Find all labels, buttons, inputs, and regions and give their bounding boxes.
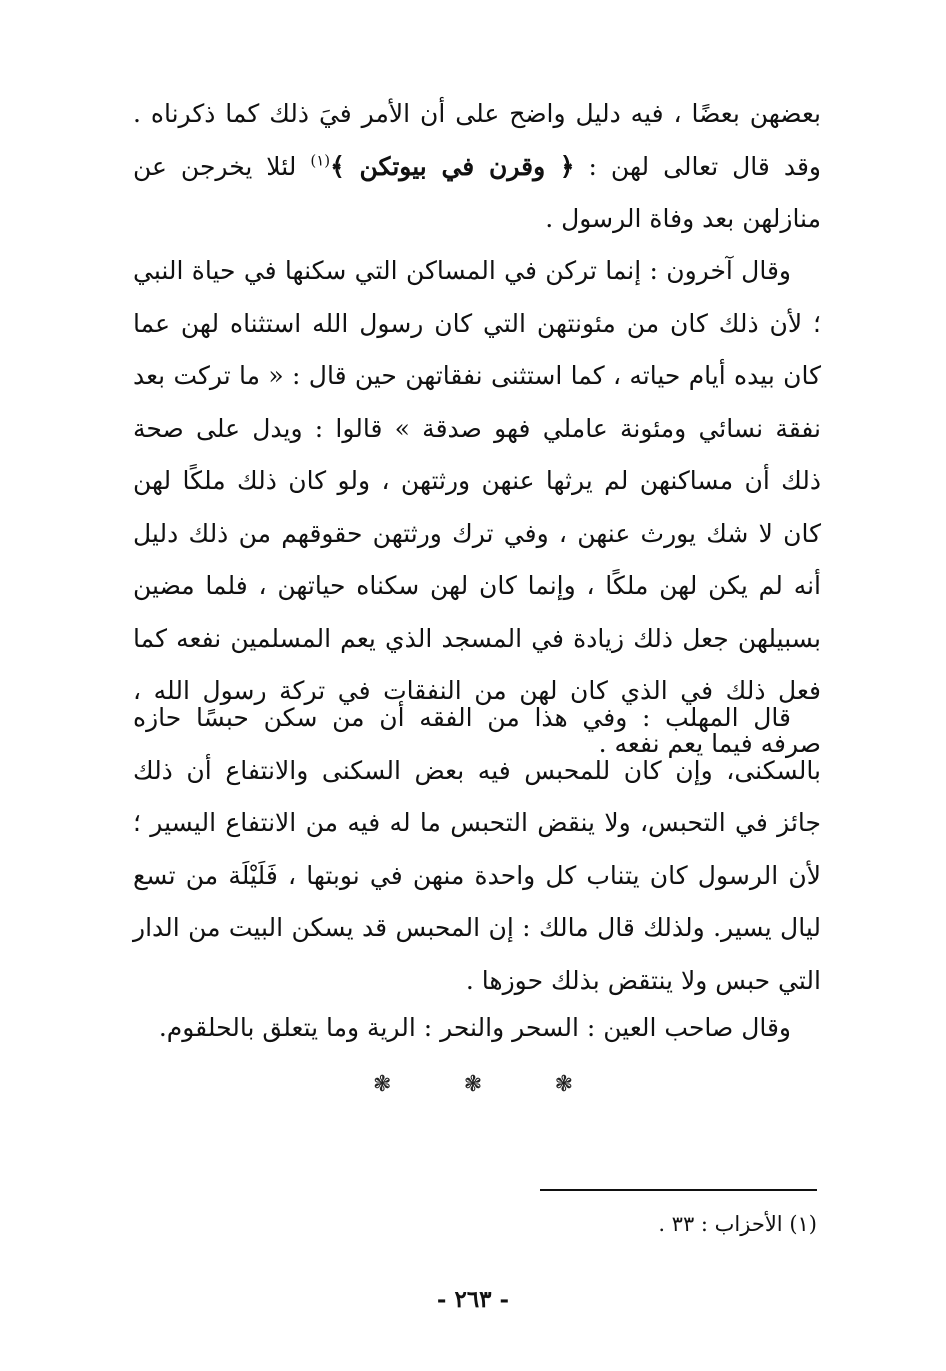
separator-star-icon: ❃	[554, 1072, 573, 1097]
paragraph-1-text-a: بعضهن بعضًا ، فيه دليل واضح على أن الأمر فيَ ذلك كما ذكرناه . وقد قال تعالى لهن :	[133, 99, 821, 181]
paragraph-3	[133, 692, 821, 1007]
separator-star-icon: ❃	[463, 1072, 483, 1097]
paragraph-1	[133, 88, 821, 246]
paragraph-4-text: وقال صاحب العين : السحر والنحر : الرية وما يتعلق بالحلقوم.	[158, 1013, 791, 1042]
separator-star-icon: ❃	[373, 1072, 392, 1097]
footnote: (١) الأحزاب : ٣٣ .	[658, 1212, 817, 1236]
paragraph-4	[133, 1002, 821, 1055]
quran-verse: ﴿ وقرن في بيوتكن ﴾	[330, 151, 575, 181]
paragraph-2-text: وقال آخرون : إنما تركن في المساكن التي سكنها في حياة النبي ؛ لأن ذلك كان من مئونتهن التي كان رسول الله استثناه لهن عما كان بيده أيام حياته ، كما استثنى نفقاتهن حين قال : « ما تركت بعد نفقة نسائي ومئونة عاملي فهو صدقة » قالوا : ويدل على صحة ذلك أن مساكنهن لم يرثها عنهن ورثتهن ، ولو كان ذلك ملكًا لهن كان لا شك يورث عنهن ، وفي ترك ورثتهن حقوقهم من ذلك دليل أنه لم يكن لهن ملكًا ، وإنما كان لهن سكناه حياتهن ، فلما مضين بسبيلهن جعل ذلك زيادة في المسجد الذي يعم المسلمين نفعه كما فعل ذلك في الذي كان لهن من النفقات في تركة رسول الله ، صرفه فيما يعم نفعه .	[133, 256, 821, 758]
paragraph-3-text: قال المهلب : وفي هذا من الفقه أن من سكن حبسًا حازه بالسكنى، وإن كان للمحبس فيه بعض السكنى والانتفاع أن ذلك جائز في التحبس، ولا ينقض التحبس ما له فيه من الانتفاع اليسير ؛ لأن الرسول كان يتناب كل واحدة منهن في نوبتها ، فَلَيْلَة من تسع ليال يسير. ولذلك قال مالك : إن المحبس قد يسكن البيت من الدار التي حبس ولا ينتقض بذلك حوزها .	[133, 703, 821, 995]
footnote-divider	[540, 1189, 817, 1191]
section-separator	[373, 1070, 573, 1100]
footnote-reference: (١)	[310, 151, 331, 170]
page-number: - ٢٦٣ -	[436, 1286, 510, 1313]
paragraph-1-text-b: لئلا يخرجن عن منازلهن بعد وفاة الرسول .	[133, 151, 821, 233]
